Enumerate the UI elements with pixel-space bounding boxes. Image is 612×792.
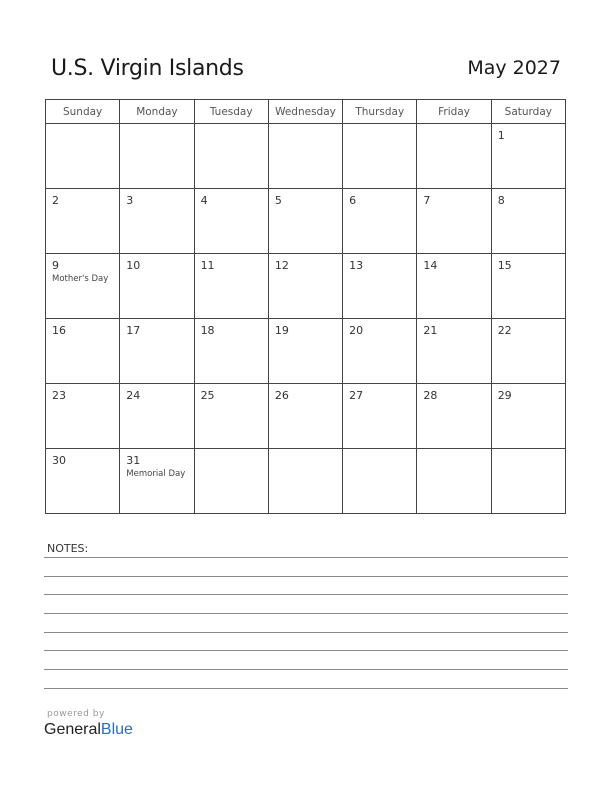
note-line <box>44 594 568 595</box>
day-cell[interactable] <box>194 124 268 189</box>
day-cell[interactable] <box>268 319 342 384</box>
day-number: 20 <box>349 324 364 337</box>
day-cell[interactable] <box>491 254 565 319</box>
day-number: 28 <box>423 389 438 402</box>
day-number: 16 <box>52 324 66 337</box>
day-cell[interactable] <box>194 449 268 514</box>
week-row <box>46 384 566 449</box>
day-number: 3 <box>126 194 134 207</box>
day-number: 26 <box>274 389 289 402</box>
day-number: 8 <box>497 194 505 207</box>
day-number: 17 <box>126 324 141 337</box>
day-number: 19 <box>274 324 289 337</box>
day-cell[interactable] <box>417 449 491 514</box>
week-row <box>46 189 566 254</box>
day-number: 9 <box>52 259 59 272</box>
powered-by-text: powered by <box>47 709 105 719</box>
region-title: U.S. Virgin Islands <box>51 56 244 81</box>
day-cell[interactable] <box>120 449 194 514</box>
weekday-sunday: Sunday <box>46 100 120 124</box>
day-number: 27 <box>349 389 364 402</box>
day-cell[interactable] <box>194 319 268 384</box>
brand-logo[interactable] <box>44 721 133 739</box>
month-title: May 2027 <box>467 57 561 79</box>
weekday-header-row <box>46 100 566 124</box>
week-row <box>46 254 566 319</box>
note-line <box>44 669 568 670</box>
day-cell[interactable] <box>120 189 194 254</box>
day-cell[interactable] <box>268 254 342 319</box>
day-cell[interactable] <box>417 319 491 384</box>
notes-label: NOTES: <box>47 542 89 555</box>
day-cell[interactable] <box>46 254 120 319</box>
day-number: 29 <box>497 389 512 402</box>
day-number: 24 <box>126 389 141 402</box>
day-number: 6 <box>349 194 357 207</box>
note-line <box>44 650 568 651</box>
holiday-label: Mother's Day <box>52 274 109 284</box>
week-row <box>46 319 566 384</box>
calendar-grid <box>45 99 566 514</box>
day-cell[interactable] <box>417 254 491 319</box>
day-cell[interactable] <box>491 449 565 514</box>
day-cell[interactable] <box>46 124 120 189</box>
day-number: 1 <box>497 129 505 142</box>
note-line <box>44 688 568 689</box>
day-number: 30 <box>52 454 66 467</box>
day-cell[interactable] <box>417 384 491 449</box>
day-cell[interactable] <box>268 189 342 254</box>
day-cell[interactable] <box>491 384 565 449</box>
day-number: 23 <box>52 389 66 402</box>
day-cell[interactable] <box>120 254 194 319</box>
holiday-label: Memorial Day <box>126 469 186 479</box>
day-number: 5 <box>274 194 282 207</box>
brand-general: General <box>44 721 101 738</box>
weekday-wednesday: Wednesday <box>268 100 342 124</box>
day-number: 10 <box>126 259 141 272</box>
day-cell[interactable] <box>46 449 120 514</box>
note-line <box>44 576 568 577</box>
week-row <box>46 449 566 514</box>
day-cell[interactable] <box>194 384 268 449</box>
day-cell[interactable] <box>491 319 565 384</box>
weekday-friday: Friday <box>417 100 491 124</box>
day-cell[interactable] <box>343 254 417 319</box>
day-cell[interactable] <box>268 449 342 514</box>
day-number: 7 <box>423 194 431 207</box>
day-cell[interactable] <box>46 189 120 254</box>
day-cell[interactable] <box>491 124 565 189</box>
weekday-saturday: Saturday <box>491 100 565 124</box>
day-cell[interactable] <box>194 254 268 319</box>
note-line <box>44 632 568 633</box>
day-cell[interactable] <box>343 319 417 384</box>
day-number: 31 <box>126 454 141 467</box>
day-number: 11 <box>200 259 215 272</box>
day-number: 12 <box>274 259 289 272</box>
day-number: 25 <box>200 389 215 402</box>
note-line <box>44 613 568 614</box>
day-number: 13 <box>349 259 364 272</box>
day-cell[interactable] <box>120 319 194 384</box>
week-row <box>46 124 566 189</box>
day-cell[interactable] <box>120 124 194 189</box>
day-cell[interactable] <box>46 319 120 384</box>
day-number: 15 <box>497 259 512 272</box>
day-number: 14 <box>423 259 438 272</box>
day-cell[interactable] <box>343 449 417 514</box>
day-number: 18 <box>200 324 215 337</box>
day-cell[interactable] <box>46 384 120 449</box>
day-cell[interactable] <box>417 124 491 189</box>
weekday-thursday: Thursday <box>343 100 417 124</box>
weekday-tuesday: Tuesday <box>194 100 268 124</box>
day-cell[interactable] <box>120 384 194 449</box>
weekday-monday: Monday <box>120 100 194 124</box>
day-number: 4 <box>200 194 208 207</box>
day-cell[interactable] <box>268 384 342 449</box>
day-cell[interactable] <box>343 124 417 189</box>
day-number: 2 <box>52 194 59 207</box>
day-cell[interactable] <box>417 189 491 254</box>
day-cell[interactable] <box>194 189 268 254</box>
day-cell[interactable] <box>268 124 342 189</box>
day-cell[interactable] <box>343 384 417 449</box>
day-cell[interactable] <box>491 189 565 254</box>
day-number: 21 <box>423 324 438 337</box>
note-line <box>44 557 568 558</box>
day-number: 22 <box>497 324 512 337</box>
day-cell[interactable] <box>343 189 417 254</box>
brand-blue: Blue <box>100 721 133 738</box>
